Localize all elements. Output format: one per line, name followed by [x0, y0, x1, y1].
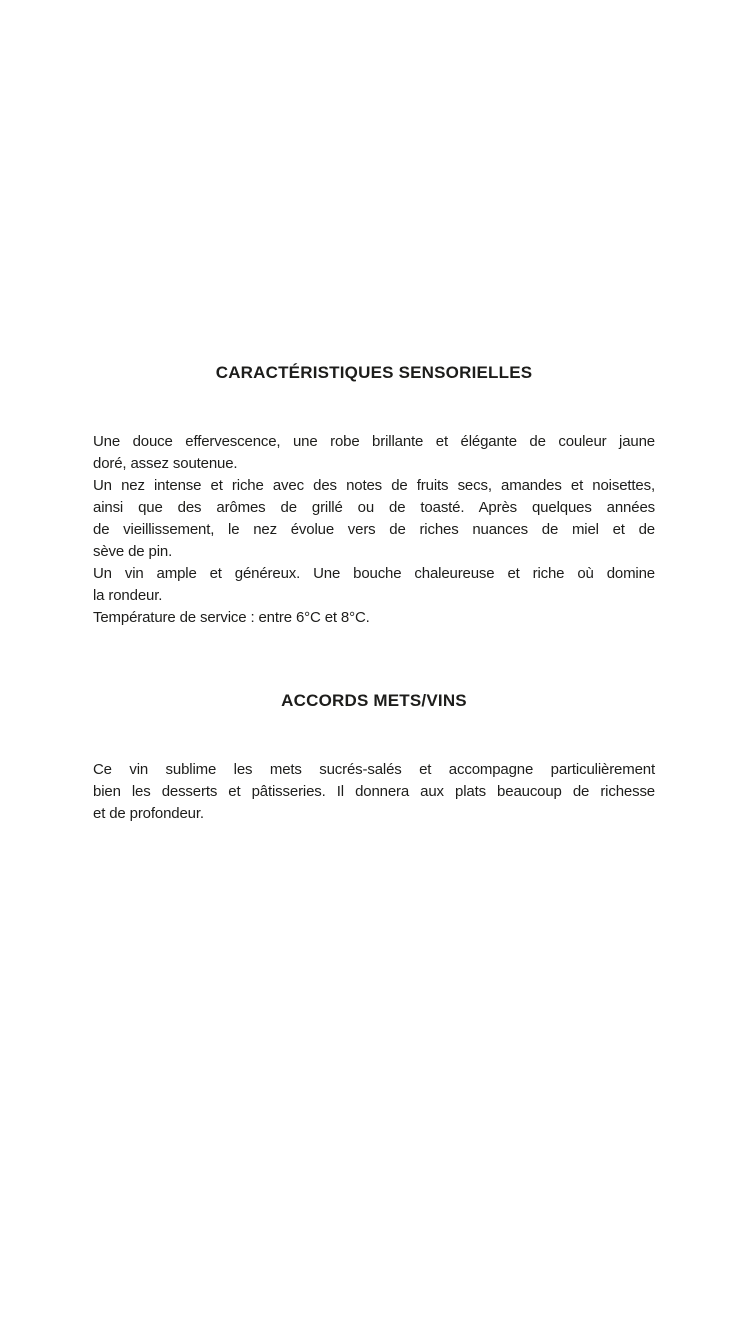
text-line: sève de pin. [93, 543, 173, 560]
text-line: Un vin ample et généreux. Une bouche chaleureuse et riche où domine [93, 565, 655, 582]
section-heading-accords: ACCORDS METS/VINS [281, 691, 467, 710]
text-line: de vieillissement, le nez évolue vers de riches nuances de miel et de [93, 521, 655, 538]
text-line: bien les desserts et pâtisseries. Il donnera aux plats beaucoup de richesse [93, 783, 655, 800]
section-accords-mets-vins [93, 691, 655, 825]
text-line: et de profondeur. [93, 805, 204, 822]
section-heading-caracteristiques: CARACTÉRISTIQUES SENSORIELLES [215, 363, 533, 382]
text-line: Une douce effervescence, une robe brillante et élégante de couleur jaune [93, 433, 655, 450]
text-line: ainsi que des arômes de grillé ou de toasté. Après quelques années [93, 499, 655, 516]
text-line: Ce vin sublime les mets sucrés-salés et accompagne particulièrement [93, 761, 655, 778]
text-line: Un nez intense et riche avec des notes de fruits secs, amandes et noisettes, [93, 477, 655, 494]
text-line: doré, assez soutenue. [93, 455, 238, 472]
section-body [93, 759, 655, 825]
text-line: la rondeur. [93, 587, 163, 604]
section-body [93, 431, 655, 629]
section-caracteristiques-sensorielles [93, 363, 655, 629]
text-line: Température de service : entre 6°C et 8°C. [93, 609, 370, 626]
